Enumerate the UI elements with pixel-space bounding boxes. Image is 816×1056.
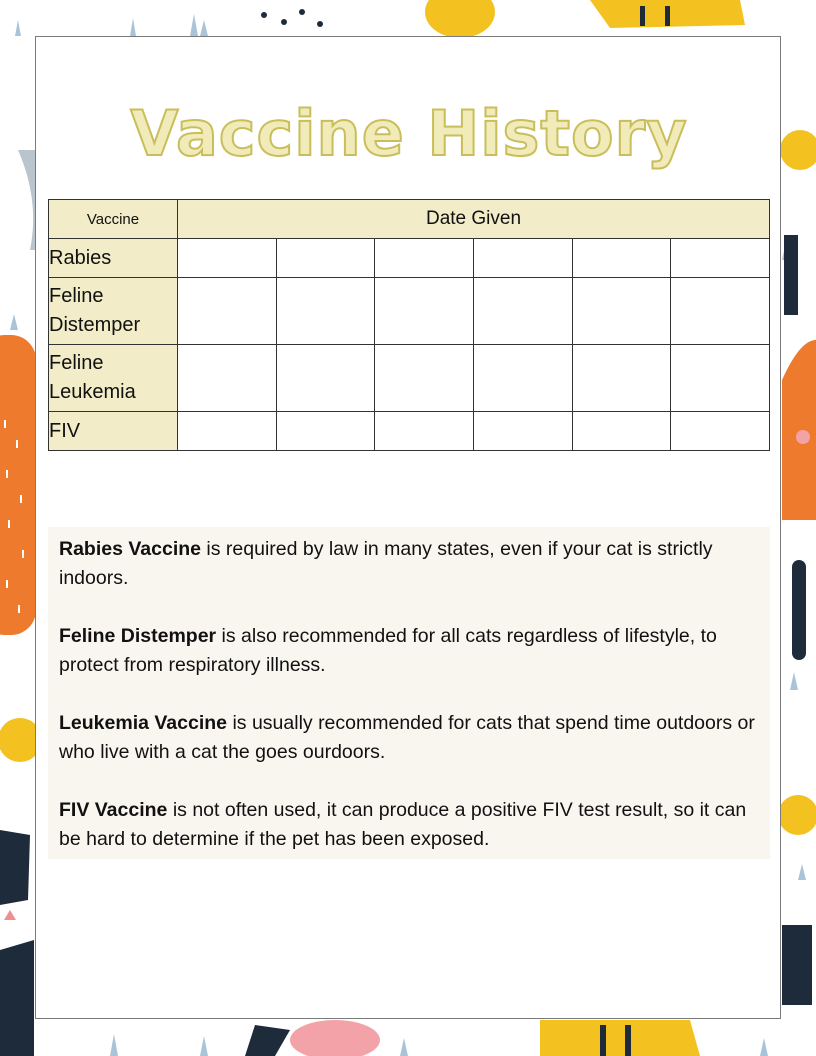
header-vaccine: Vaccine [49, 200, 178, 239]
table-row [49, 345, 770, 412]
date-cell[interactable] [671, 345, 770, 412]
note-leukemia [59, 709, 760, 767]
pink-pot-illustration [290, 1020, 380, 1056]
note-distemper-title: Feline Distemper [59, 625, 217, 647]
table-row [49, 239, 770, 278]
date-cell[interactable] [473, 412, 572, 451]
grey-cat-ear-illustration [18, 150, 35, 250]
date-cell[interactable] [178, 278, 277, 345]
vaccine-name: FIV [49, 412, 178, 451]
date-cell[interactable] [375, 345, 474, 412]
vaccine-table [48, 199, 770, 451]
note-distemper-text: is also recommended for all cats regardless of lifestyle, to protect from respiratory illness. [59, 625, 717, 676]
date-cell[interactable] [572, 278, 671, 345]
vaccine-name: Feline Distemper [49, 278, 178, 345]
pink-flower-illustration [4, 910, 16, 920]
date-cell[interactable] [473, 278, 572, 345]
date-cell[interactable] [375, 239, 474, 278]
lemon-top-illustration [425, 0, 495, 38]
dark-plant-right-illustration [784, 235, 798, 315]
date-cell[interactable] [276, 239, 375, 278]
date-cell[interactable] [671, 239, 770, 278]
yellow-cat-bottom-illustration [540, 1020, 700, 1056]
note-rabies-title: Rabies Vaccine [59, 538, 202, 560]
lemon-right2-illustration [778, 795, 816, 835]
date-cell[interactable] [276, 345, 375, 412]
date-cell[interactable] [671, 278, 770, 345]
dark-cat-illustration [0, 830, 30, 905]
page-title: Vaccine History [130, 97, 688, 170]
note-rabies [59, 535, 760, 593]
date-cell[interactable] [375, 278, 474, 345]
date-cell[interactable] [276, 278, 375, 345]
orange-cat-right-illustration [782, 340, 816, 520]
note-leukemia-text: is usually recommended for cats that spend time outdoors or who live with a cat the goes ourdoors. [59, 712, 755, 763]
date-cell[interactable] [572, 239, 671, 278]
note-leukemia-title: Leukemia Vaccine [59, 712, 228, 734]
vaccine-name: Rabies [49, 239, 178, 278]
lemon-right-illustration [780, 130, 816, 170]
note-fiv-text: is not often used, it can produce a positive FIV test result, so it can be hard to determine if the pet has been exposed. [59, 799, 747, 850]
dark-plant-pot-illustration [0, 940, 34, 1056]
table-row [49, 278, 770, 345]
note-rabies-text: is required by law in many states, even if your cat is strictly indoors. [59, 538, 713, 589]
date-cell[interactable] [276, 412, 375, 451]
date-cell[interactable] [178, 412, 277, 451]
header-date-given: Date Given [178, 200, 770, 239]
vaccine-notes [48, 527, 770, 859]
note-fiv [59, 796, 760, 854]
date-cell[interactable] [375, 412, 474, 451]
note-distemper [59, 622, 760, 680]
date-cell[interactable] [178, 239, 277, 278]
vaccine-name: Feline Leukemia [49, 345, 178, 412]
note-fiv-title: FIV Vaccine [59, 799, 168, 821]
table-header-row [49, 200, 770, 239]
date-cell[interactable] [178, 345, 277, 412]
date-cell[interactable] [473, 239, 572, 278]
date-cell[interactable] [473, 345, 572, 412]
date-cell[interactable] [572, 345, 671, 412]
orange-cat-left-illustration [0, 335, 36, 635]
dots-top-illustration [261, 9, 323, 27]
table-row [49, 412, 770, 451]
vaccine-history-card [35, 36, 781, 1019]
date-cell[interactable] [572, 412, 671, 451]
date-cell[interactable] [671, 412, 770, 451]
